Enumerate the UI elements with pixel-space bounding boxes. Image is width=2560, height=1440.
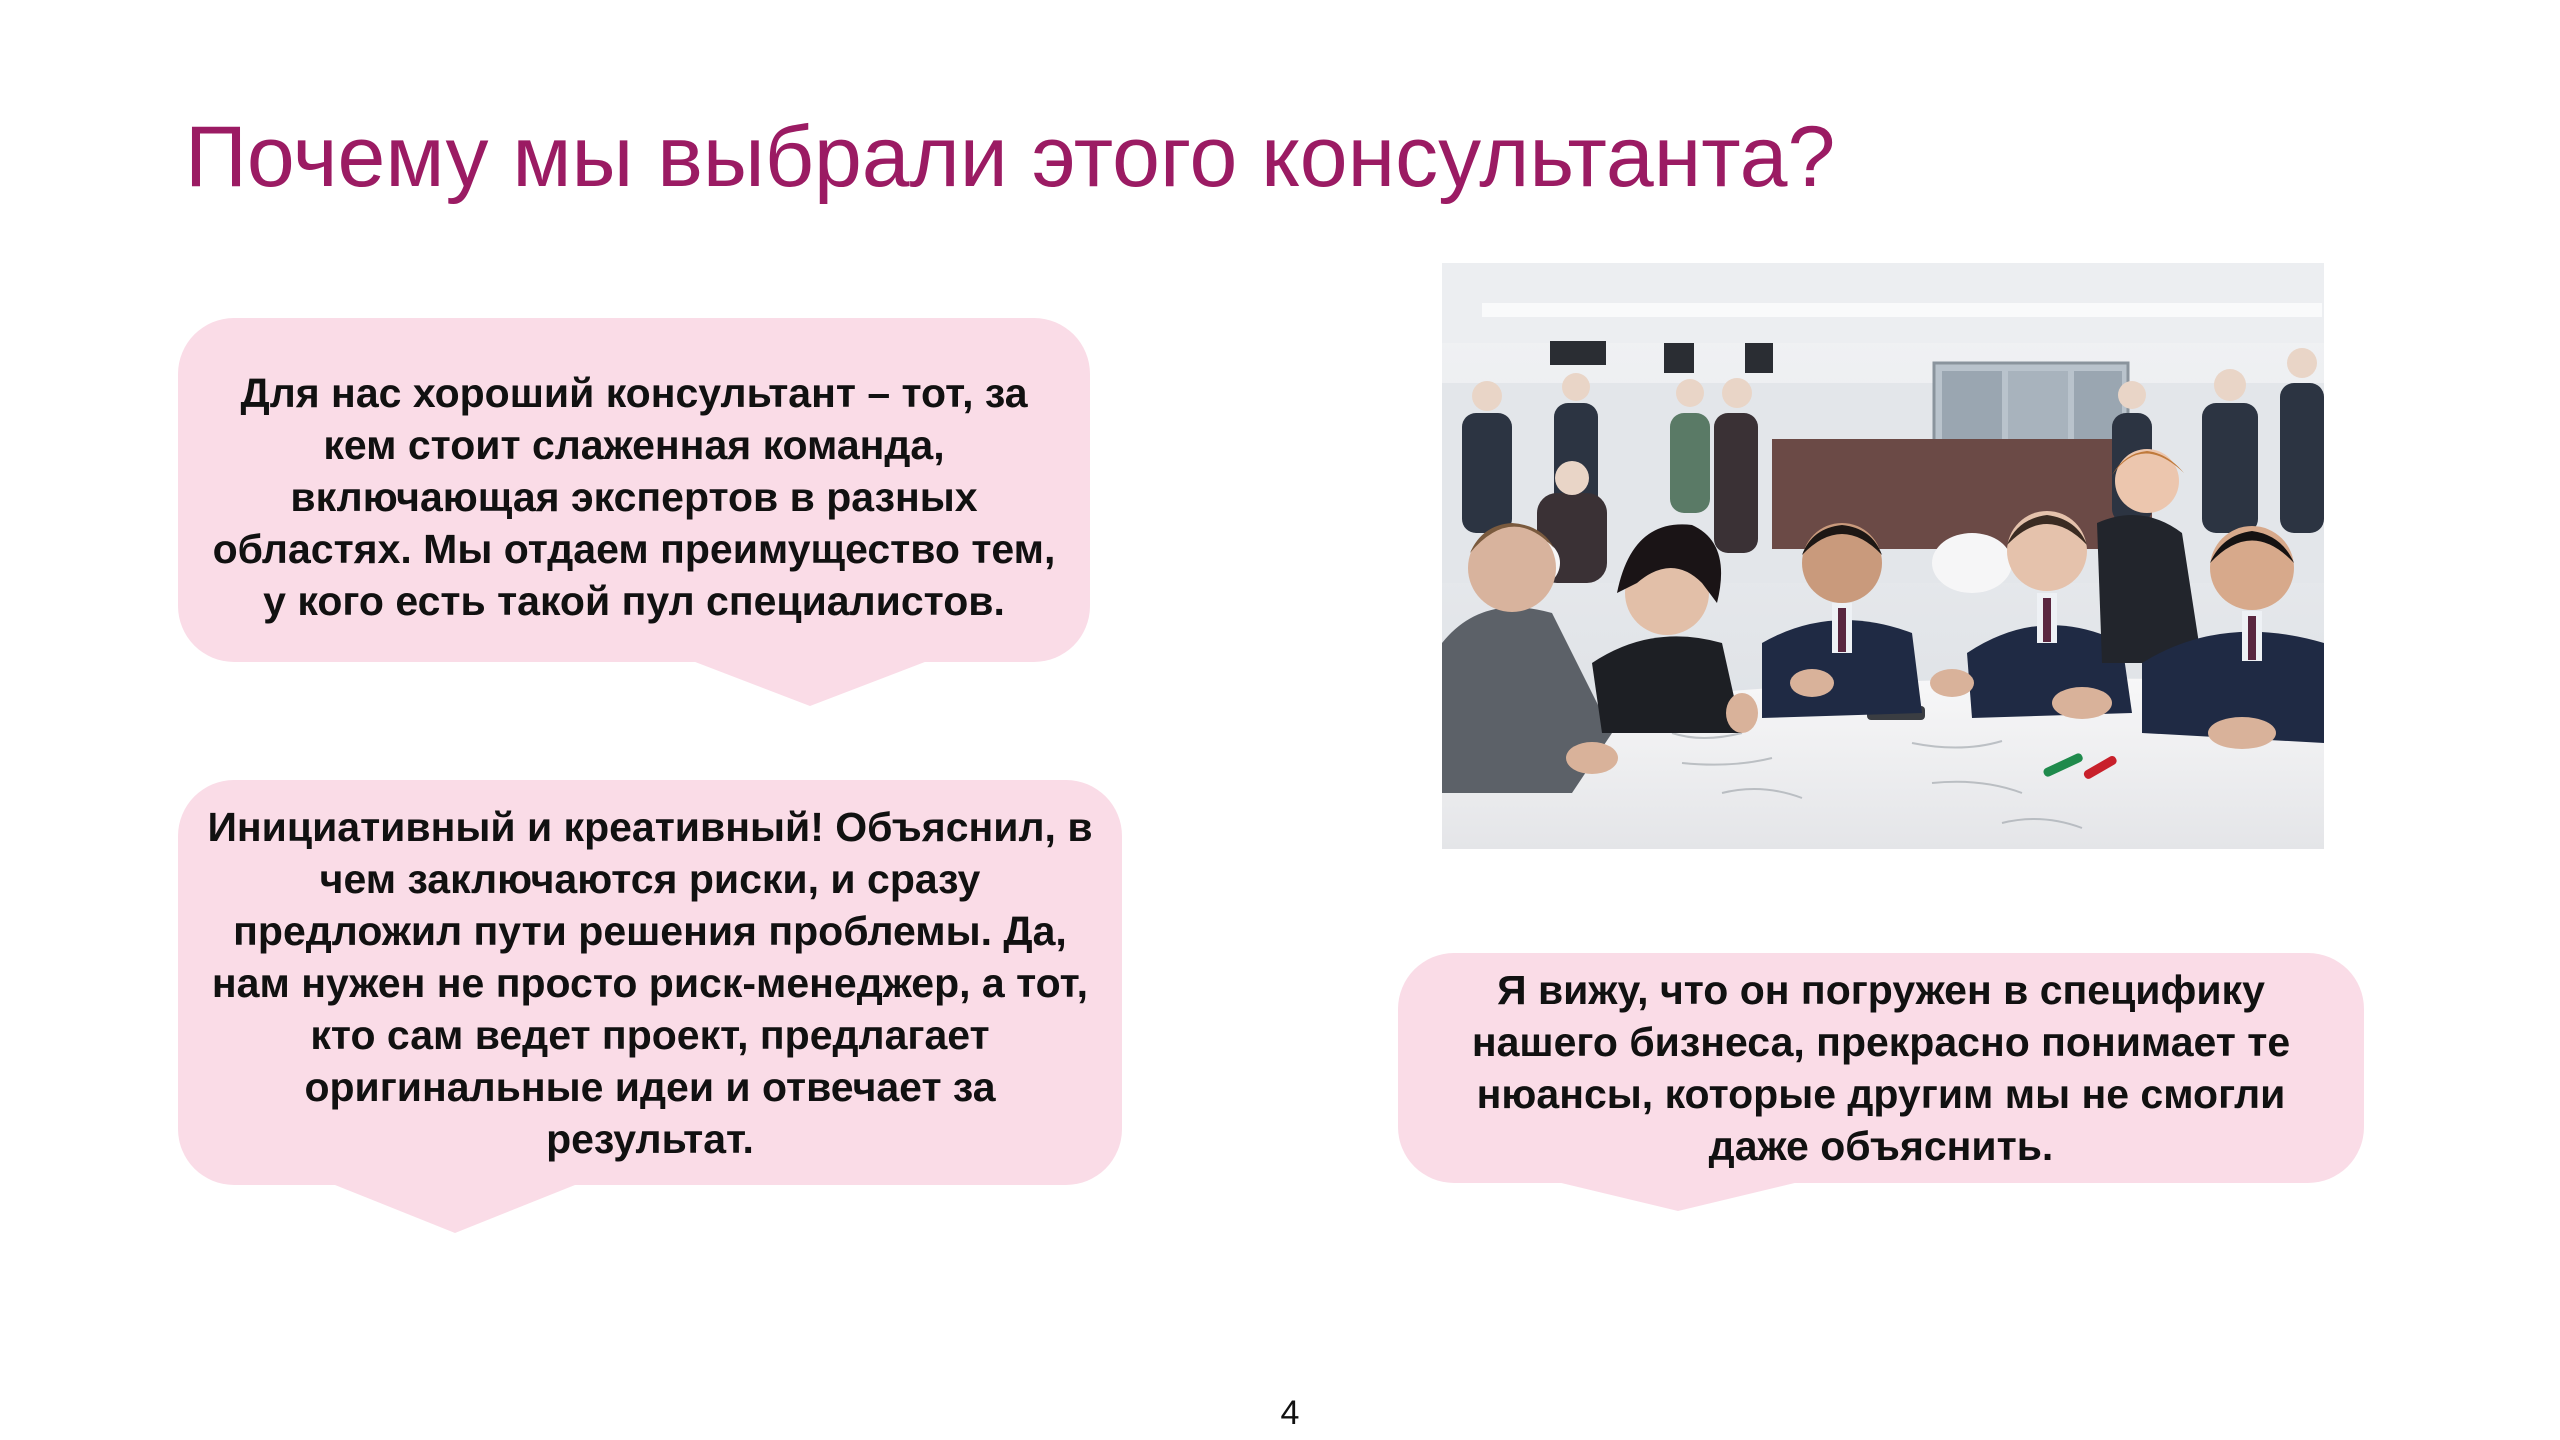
quote-bubble-2 (178, 780, 1122, 1185)
slide-title: Почему мы выбрали этого консультанта? (185, 109, 1836, 205)
team-meeting-photo (1442, 263, 2324, 849)
quote-text-2: Инициативный и креативный! Объяснил, в чем заключаются риски, и сразу предложил пути решения проблемы. Да, нам нужен не просто риск-менеджер, а тот, кто сам ведет проект, предлагает оригинальные идеи и отвечает за результат. (207, 803, 1093, 1162)
quote-text-1: Для нас хороший консультант – тот, за кем стоит слаженная команда, включающая экспертов в разных областях. Мы отдаем преимущество тем, у кого есть такой пул специалистов. (212, 370, 1056, 624)
quote-text-3: Я вижу, что он погружен в специфику нашего бизнеса, прекрасно понимает те нюансы, которые другим мы не смогли даже объяснить. (1471, 967, 2291, 1169)
quote-bubble-1 (178, 318, 1090, 662)
quote-bubble-3-tail (1553, 1181, 1803, 1211)
quote-bubble-1-tail (690, 660, 930, 706)
page-number: 4 (1280, 1394, 1300, 1432)
team-meeting-illustration (1442, 263, 2324, 849)
quote-bubble-2-tail (330, 1183, 580, 1233)
quote-bubble-3 (1398, 953, 2364, 1183)
